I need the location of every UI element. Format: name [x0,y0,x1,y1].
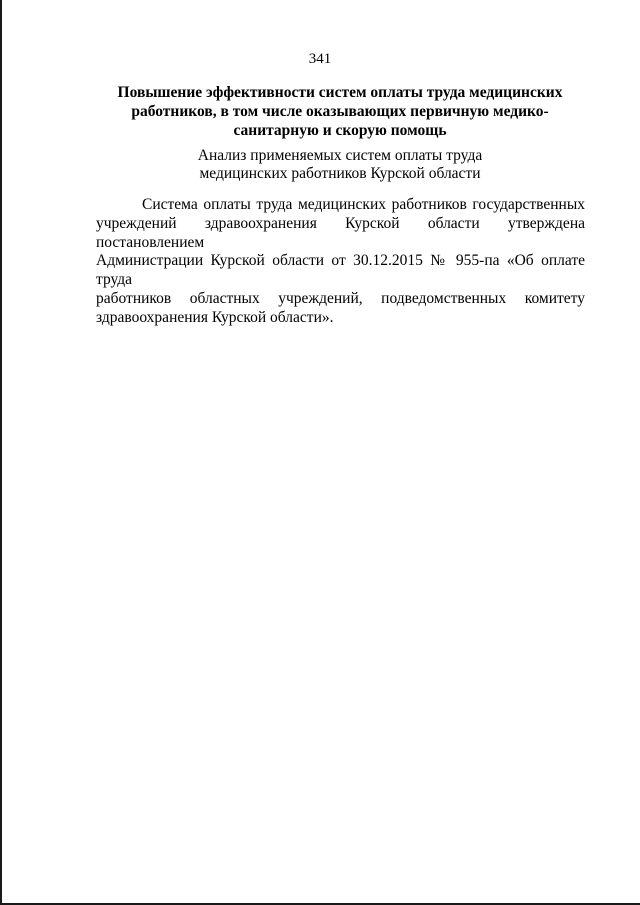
heading-line: работников, в том числе оказывающих первичную медико- [131,103,549,120]
scan-edge-left [0,0,2,905]
section-heading [100,83,580,140]
paragraph-line: Администрации Курской области от 30.12.2015 № 955-па «Об оплате труда [96,252,585,289]
paragraph-line: Система оплаты труда медицинских работников государственных [142,196,585,213]
subheading-line: Анализ применяемых систем оплаты труда [197,147,483,164]
subheading-line: медицинских работников Курской области [199,165,481,182]
heading-line: санитарную и скорую помощь [233,122,447,139]
heading-line: Повышение эффективности систем оплаты труда медицинских [117,84,563,101]
subsection-heading [130,147,550,183]
paragraph-line: здравоохранения Курской области». [96,308,334,326]
paragraph-line: учреждений здравоохранения Курской области утверждена постановлением [96,214,585,251]
body-paragraph [96,196,585,328]
paragraph-line: работников областных учреждений, подведомственных комитету [96,289,585,307]
page-number: 341 [308,51,332,67]
